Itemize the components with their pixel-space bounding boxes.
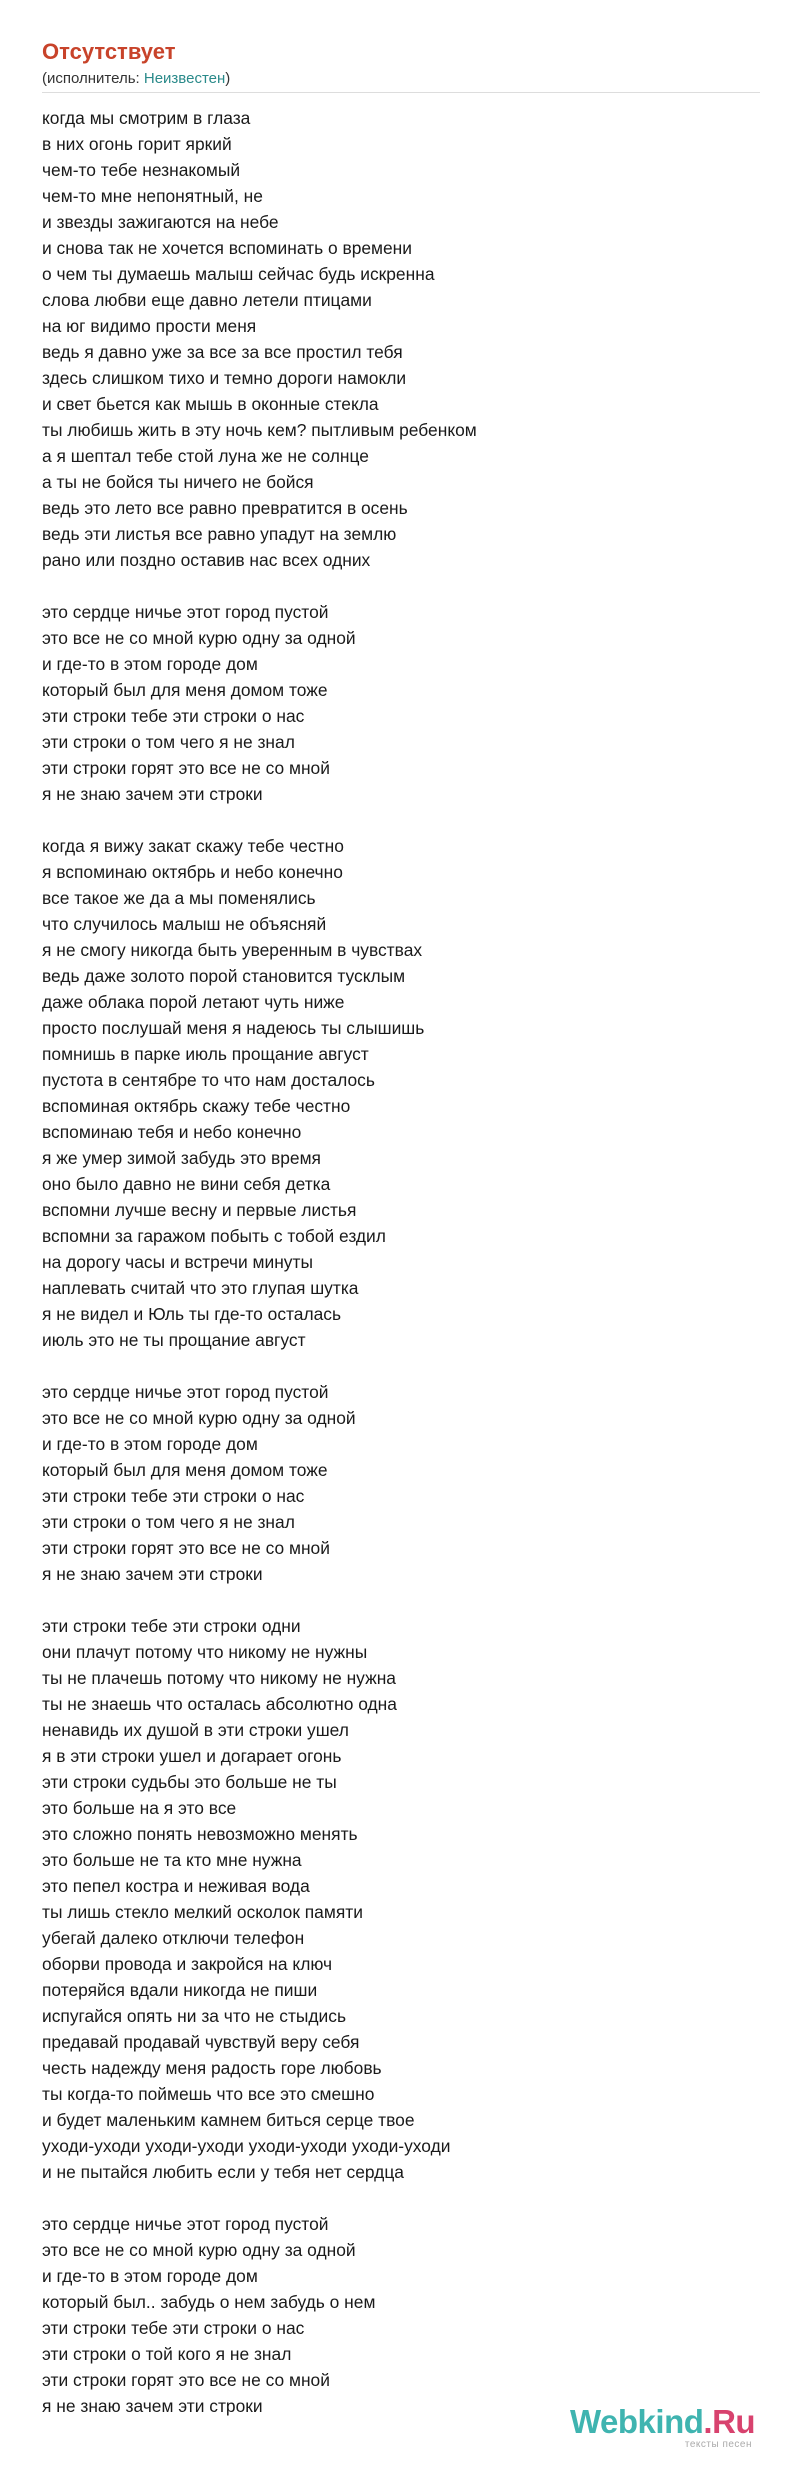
lyric-line: это сложно понять невозможно менять bbox=[42, 1824, 358, 1844]
lyric-line: я же умер зимой забудь это время bbox=[42, 1148, 321, 1168]
logo-tld: .Ru bbox=[703, 2403, 756, 2440]
lyric-line: ведь я давно уже за все за все простил тебя bbox=[42, 342, 403, 362]
logo-tagline: тексты песен bbox=[684, 2439, 752, 2450]
lyric-line: это больше на я это все bbox=[42, 1798, 237, 1818]
lyric-line: эти строки горят это все не со мной bbox=[42, 1538, 330, 1558]
stanza bbox=[42, 833, 762, 1353]
lyric-line: в них огонь горит яркий bbox=[42, 134, 232, 154]
lyric-line: предавай продавай чувствуй веру себя bbox=[42, 2032, 360, 2052]
lyric-line: что случилось малыш не объясняй bbox=[42, 914, 327, 934]
lyric-line: ведь это лето все равно превратится в осень bbox=[42, 498, 408, 518]
lyric-line: эти строки о том чего я не знал bbox=[42, 732, 295, 752]
lyric-line: я вспоминаю октябрь и небо конечно bbox=[42, 862, 343, 882]
lyric-line: когда я вижу закат скажу тебе честно bbox=[42, 836, 344, 856]
lyric-line: ты не плачешь потому что никому не нужна bbox=[42, 1668, 396, 1688]
artist-suffix: ) bbox=[225, 70, 231, 87]
lyric-line: я не знаю зачем эти строки bbox=[42, 1564, 263, 1584]
site-logo[interactable] bbox=[570, 2405, 760, 2450]
lyric-line: эти строки тебе эти строки одни bbox=[42, 1616, 301, 1636]
lyric-line: я не видел и Юль ты где-то осталась bbox=[42, 1304, 342, 1324]
lyric-line: вспоминаю тебя и небо конечно bbox=[42, 1122, 302, 1142]
lyric-line: наплевать считай что это глупая шутка bbox=[42, 1278, 359, 1298]
lyric-line: вспомни за гаражом побыть с тобой ездил bbox=[42, 1226, 386, 1246]
lyric-line: и где-то в этом городе дом bbox=[42, 2266, 258, 2286]
lyric-line: это все не со мной курю одну за одной bbox=[42, 628, 356, 648]
lyric-line: и где-то в этом городе дом bbox=[42, 1434, 258, 1454]
lyric-line: июль это не ты прощание август bbox=[42, 1330, 306, 1350]
lyrics-body bbox=[42, 105, 762, 2445]
song-header bbox=[42, 38, 230, 88]
lyric-line: и снова так не хочется вспоминать о времени bbox=[42, 238, 412, 258]
stanza bbox=[42, 1613, 762, 2185]
lyric-line: слова любви еще давно летели птицами bbox=[42, 290, 372, 310]
artist-line bbox=[42, 70, 230, 88]
lyric-line: я не знаю зачем эти строки bbox=[42, 784, 263, 804]
lyric-line: просто послушай меня я надеюсь ты слышишь bbox=[42, 1018, 425, 1038]
lyric-line: эти строки судьбы это больше не ты bbox=[42, 1772, 337, 1792]
lyric-line: это сердце ничье этот город пустой bbox=[42, 1382, 329, 1402]
lyric-line: и звезды зажигаются на небе bbox=[42, 212, 279, 232]
lyric-line: даже облака порой летают чуть ниже bbox=[42, 992, 345, 1012]
lyric-line: ведь эти листья все равно упадут на землю bbox=[42, 524, 397, 544]
lyric-line: уходи-уходи уходи-уходи уходи-уходи уходи-уходи bbox=[42, 2136, 451, 2156]
lyric-line: а я шептал тебе стой луна же не солнце bbox=[42, 446, 369, 466]
lyric-line: эти строки горят это все не со мной bbox=[42, 2370, 330, 2390]
lyric-line: это все не со мной курю одну за одной bbox=[42, 1408, 356, 1428]
stanza bbox=[42, 599, 762, 807]
artist-prefix: (исполнитель: bbox=[42, 70, 144, 87]
lyric-line: ты лишь стекло мелкий осколок памяти bbox=[42, 1902, 363, 1922]
lyric-line: пустота в сентябре то что нам досталось bbox=[42, 1070, 375, 1090]
lyric-line: ведь даже золото порой становится тусклым bbox=[42, 966, 406, 986]
lyric-line: который был.. забудь о нем забудь о нем bbox=[42, 2292, 376, 2312]
lyric-line: эти строки тебе эти строки о нас bbox=[42, 1486, 305, 1506]
lyric-line: а ты не бойся ты ничего не бойся bbox=[42, 472, 314, 492]
lyric-line: ты не знаешь что осталась абсолютно одна bbox=[42, 1694, 397, 1714]
lyric-line: и не пытайся любить если у тебя нет сердца bbox=[42, 2162, 404, 2182]
lyric-line: ненавидь их душой в эти строки ушел bbox=[42, 1720, 349, 1740]
lyric-line: который был для меня домом тоже bbox=[42, 1460, 328, 1480]
lyric-line: эти строки тебе эти строки о нас bbox=[42, 706, 305, 726]
lyric-line: вспоминая октябрь скажу тебе честно bbox=[42, 1096, 351, 1116]
stanza bbox=[42, 2211, 762, 2419]
lyric-line: и будет маленьким камнем биться серце твое bbox=[42, 2110, 415, 2130]
lyric-line: вспомни лучше весну и первые листья bbox=[42, 1200, 357, 1220]
logo-wordmark bbox=[570, 2405, 755, 2439]
lyric-line: это сердце ничье этот город пустой bbox=[42, 602, 329, 622]
header-divider bbox=[42, 92, 760, 93]
lyric-line: и свет бьется как мышь в оконные стекла bbox=[42, 394, 379, 414]
lyric-line: и где-то в этом городе дом bbox=[42, 654, 258, 674]
stanza bbox=[42, 1379, 762, 1587]
lyric-line: здесь слишком тихо и темно дороги намокли bbox=[42, 368, 407, 388]
lyric-line: который был для меня домом тоже bbox=[42, 680, 328, 700]
lyric-line: чем-то тебе незнакомый bbox=[42, 160, 241, 180]
lyric-line: чем-то мне непонятный, не bbox=[42, 186, 263, 206]
artist-link[interactable]: Неизвестен bbox=[143, 70, 226, 87]
lyric-line: ты когда-то поймешь что все это смешно bbox=[42, 2084, 375, 2104]
song-title: Отсутствует bbox=[42, 39, 176, 64]
lyric-line: я не знаю зачем эти строки bbox=[42, 2396, 263, 2416]
logo-brand: Webkind bbox=[570, 2403, 704, 2440]
lyric-line: это больше не та кто мне нужна bbox=[42, 1850, 302, 1870]
lyric-line: рано или поздно оставив нас всех одних bbox=[42, 550, 371, 570]
lyric-line: эти строки тебе эти строки о нас bbox=[42, 2318, 305, 2338]
lyric-line: на юг видимо прости меня bbox=[42, 316, 257, 336]
lyric-line: это пепел костра и неживая вода bbox=[42, 1876, 310, 1896]
lyric-line: ты любишь жить в эту ночь кем? пытливым ребенком bbox=[42, 420, 477, 440]
lyric-line: о чем ты думаешь малыш сейчас будь искренна bbox=[42, 264, 435, 284]
lyric-line: все такое же да а мы поменялись bbox=[42, 888, 316, 908]
lyric-line: я не смогу никогда быть уверенным в чувствах bbox=[42, 940, 423, 960]
lyric-line: честь надежду меня радость горе любовь bbox=[42, 2058, 382, 2078]
lyric-line: испугайся опять ни за что не стыдись bbox=[42, 2006, 347, 2026]
lyric-line: эти строки о том чего я не знал bbox=[42, 1512, 295, 1532]
lyric-line: это все не со мной курю одну за одной bbox=[42, 2240, 356, 2260]
lyric-line: эти строки горят это все не со мной bbox=[42, 758, 330, 778]
lyric-line: я в эти строки ушел и догарает огонь bbox=[42, 1746, 342, 1766]
stanza bbox=[42, 105, 762, 573]
lyric-line: они плачут потому что никому не нужны bbox=[42, 1642, 368, 1662]
lyric-line: помнишь в парке июль прощание август bbox=[42, 1044, 369, 1064]
lyric-line: эти строки о той кого я не знал bbox=[42, 2344, 292, 2364]
lyric-line: потеряйся вдали никогда не пиши bbox=[42, 1980, 318, 2000]
lyric-line: оборви провода и закройся на ключ bbox=[42, 1954, 333, 1974]
lyric-line: это сердце ничье этот город пустой bbox=[42, 2214, 329, 2234]
lyric-line: на дорогу часы и встречи минуты bbox=[42, 1252, 313, 1272]
lyric-line: убегай далеко отключи телефон bbox=[42, 1928, 305, 1948]
lyric-line: оно было давно не вини себя детка bbox=[42, 1174, 331, 1194]
lyric-line: когда мы смотрим в глаза bbox=[42, 108, 251, 128]
